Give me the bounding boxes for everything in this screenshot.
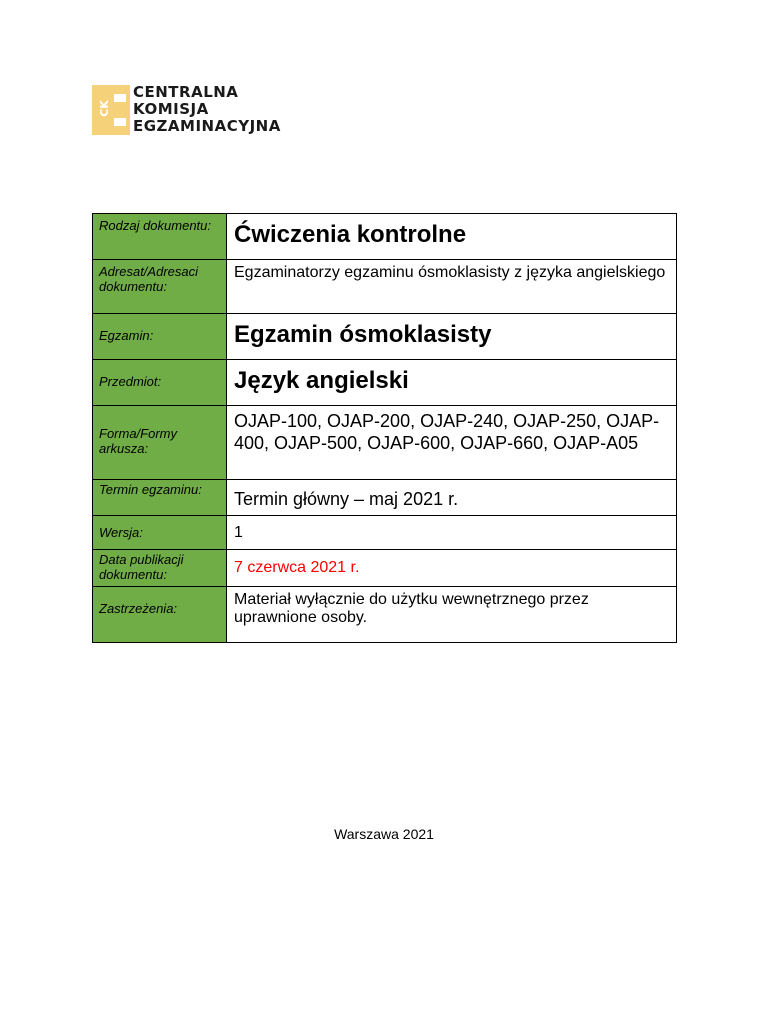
label-sheet-form: Forma/Formy arkusza: bbox=[93, 406, 227, 480]
row-version bbox=[93, 516, 677, 550]
row-restrictions bbox=[93, 587, 677, 643]
row-addressee bbox=[93, 260, 677, 314]
logo-text bbox=[133, 84, 281, 135]
value-exam: Egzamin ósmoklasisty bbox=[227, 314, 677, 360]
logo-line-3: EGZAMINACYJNA bbox=[133, 117, 281, 135]
value-restrictions: Materiał wyłącznie do użytku wewnętrznego przez uprawnione osoby. bbox=[227, 587, 677, 643]
logo-mark-text: CK bbox=[97, 99, 111, 117]
value-exam-date: Termin główny – maj 2021 r. bbox=[227, 480, 677, 516]
label-subject: Przedmiot: bbox=[93, 360, 227, 406]
cke-logo-mark bbox=[92, 85, 130, 135]
label-restrictions: Zastrzeżenia: bbox=[93, 587, 227, 643]
value-publication-date: 7 czerwca 2021 r. bbox=[227, 550, 677, 587]
row-sheet-form bbox=[93, 406, 677, 480]
row-publication-date bbox=[93, 550, 677, 587]
value-sheet-form: OJAP-100, OJAP-200, OJAP-240, OJAP-250, OJAP-400, OJAP-500, OJAP-600, OJAP-660, OJAP-A05 bbox=[227, 406, 677, 480]
row-exam-date bbox=[93, 480, 677, 516]
cke-logo bbox=[92, 84, 281, 135]
label-exam-date: Termin egzaminu: bbox=[93, 480, 227, 516]
logo-line-2: KOMISJA bbox=[133, 100, 209, 118]
label-addressee: Adresat/Adresaci dokumentu: bbox=[93, 260, 227, 314]
value-subject: Język angielski bbox=[227, 360, 677, 406]
value-addressee: Egzaminatorzy egzaminu ósmoklasisty z języka angielskiego bbox=[227, 260, 677, 314]
row-document-type bbox=[93, 214, 677, 260]
footer-place-year: Warszawa 2021 bbox=[334, 826, 434, 842]
value-version: 1 bbox=[227, 516, 677, 550]
document-metadata-table bbox=[92, 213, 677, 643]
logo-line-1: CENTRALNA bbox=[133, 83, 239, 101]
label-publication-date: Data publikacji dokumentu: bbox=[93, 550, 227, 587]
label-document-type: Rodzaj dokumentu: bbox=[93, 214, 227, 260]
label-version: Wersja: bbox=[93, 516, 227, 550]
value-document-type: Ćwiczenia kontrolne bbox=[227, 214, 677, 260]
row-exam bbox=[93, 314, 677, 360]
row-subject bbox=[93, 360, 677, 406]
label-exam: Egzamin: bbox=[93, 314, 227, 360]
